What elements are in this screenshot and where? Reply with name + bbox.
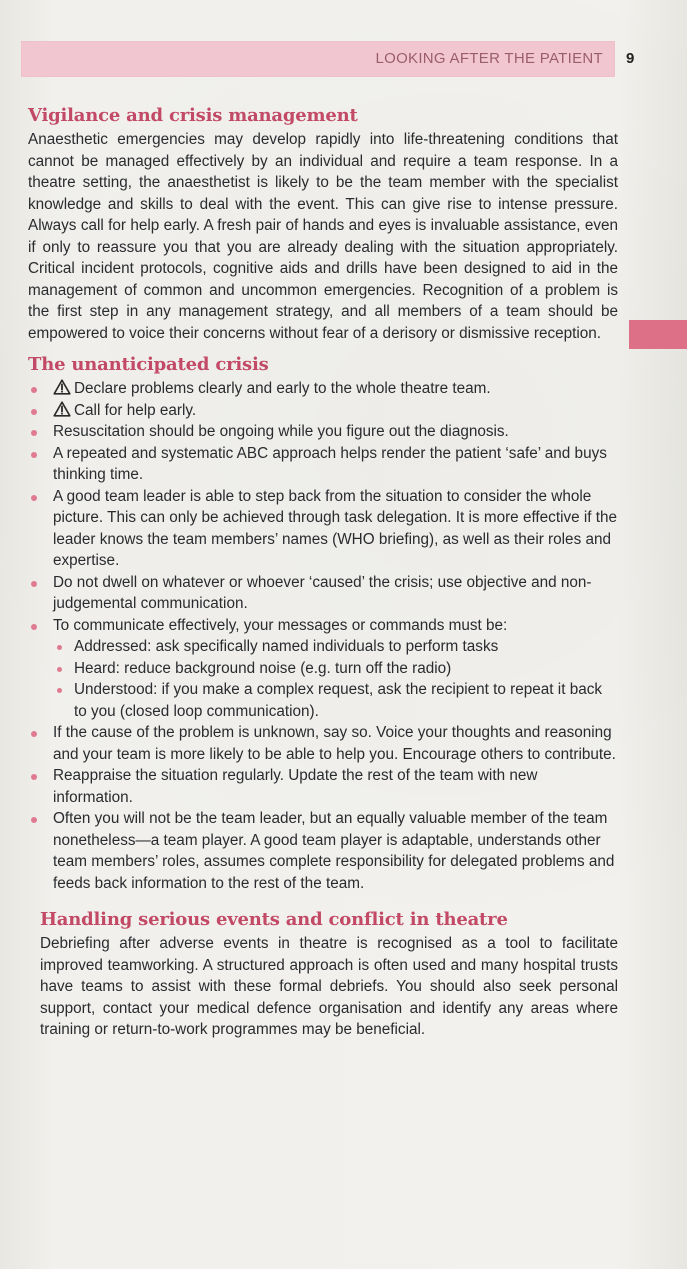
list-item bbox=[28, 421, 618, 443]
list-item-text: Often you will not be the team leader, but an equally valuable member of the team nonetheless—a team player. A good team player is adaptable, understands other team members’ roles, assumes complete responsibility for delegated problems and feeds back information to the rest of the team. bbox=[53, 810, 615, 892]
section-title: The unanticipated crisis bbox=[28, 354, 269, 375]
list-item bbox=[28, 572, 618, 615]
list-item bbox=[28, 486, 618, 572]
section-title: Handling serious events and conflict in theatre bbox=[40, 909, 508, 930]
page-number: 9 bbox=[626, 50, 635, 67]
chapter-thumb-tab bbox=[629, 320, 687, 349]
sub-list-item: Addressed: ask specifically named individuals to perform tasks bbox=[53, 636, 618, 658]
sub-list-item: Understood: if you make a complex request, ask the recipient to repeat it back to you (closed loop communication). bbox=[53, 679, 618, 722]
communication-sub-list bbox=[53, 636, 618, 722]
list-item-text: Declare problems clearly and early to the whole theatre team. bbox=[74, 380, 491, 397]
sub-list-item: Heard: reduce background noise (e.g. turn off the radio) bbox=[53, 658, 618, 680]
warning-triangle-icon bbox=[53, 401, 71, 417]
section-handling-serious-events bbox=[28, 908, 618, 1041]
list-item bbox=[28, 808, 618, 894]
list-item-text: A good team leader is able to step back from the situation to consider the whole picture. This can only be achieved through task delegation. It is more effective if the leader knows the team members’ names (WHO briefing), as well as their roles and expertise. bbox=[53, 487, 618, 569]
list-item bbox=[28, 615, 618, 723]
list-item-text: A repeated and systematic ABC approach helps render the patient ‘safe’ and buys thinking time. bbox=[53, 444, 607, 483]
list-item-text: Call for help early. bbox=[74, 401, 197, 419]
list-item bbox=[28, 443, 618, 486]
running-head-band bbox=[21, 41, 615, 77]
section-unanticipated-crisis bbox=[28, 353, 618, 894]
list-item-text: If the cause of the problem is unknown, say so. Voice your thoughts and reasoning and your team is more likely to be able to help you. Encourage others to contribute. bbox=[53, 724, 616, 763]
crisis-bullet-list bbox=[28, 378, 618, 894]
list-item bbox=[28, 722, 618, 765]
running-head: LOOKING AFTER THE PATIENT bbox=[375, 50, 603, 67]
list-item bbox=[28, 765, 618, 808]
section-body: Anaesthetic emergencies may develop rapidly into life-threatening conditions that cannot be managed effectively by an individual and require a team response. In a theatre setting, the anaesthetist is likely to be the team member with the specialist knowledge and skills to deal with the event. This can give rise to intense pressure. Always call for help early. A fresh pair of hands and eyes is invaluable assistance, even if only to reassure you that you are already dealing with the situation appropriately. Critical incident protocols, cognitive aids and drills have been designed to aid in the management of common and uncommon emergencies. Recognition of a problem is the first step in any management strategy, and all members of a team should be empowered to voice their concerns without fear of a derisory or dismissive reception. bbox=[28, 131, 618, 342]
list-item-text: Reappraise the situation regularly. Update the rest of the team with new information. bbox=[53, 767, 538, 806]
list-item bbox=[28, 378, 618, 400]
section-body: Debriefing after adverse events in theatre is recognised as a tool to facilitate improved teamworking. A structured approach is often used and many hospital trusts have teams to assist with these formal debriefs. You should also seek personal support, contact your medical defence organisation and identify any areas where training or return-to-work programmes may be beneficial. bbox=[40, 935, 618, 1038]
section-title: Vigilance and crisis management bbox=[28, 105, 358, 126]
list-item-text: Resuscitation should be ongoing while you figure out the diagnosis. bbox=[53, 423, 509, 440]
list-item-text: To communicate effectively, your messages or commands must be: bbox=[53, 616, 508, 634]
list-item bbox=[28, 400, 618, 422]
section-vigilance bbox=[28, 104, 618, 344]
list-item-text: Do not dwell on whatever or whoever ‘caused’ the crisis; use objective and non-judgemental communication. bbox=[53, 573, 592, 612]
warning-triangle-icon bbox=[53, 379, 71, 395]
page-content bbox=[28, 104, 618, 1041]
